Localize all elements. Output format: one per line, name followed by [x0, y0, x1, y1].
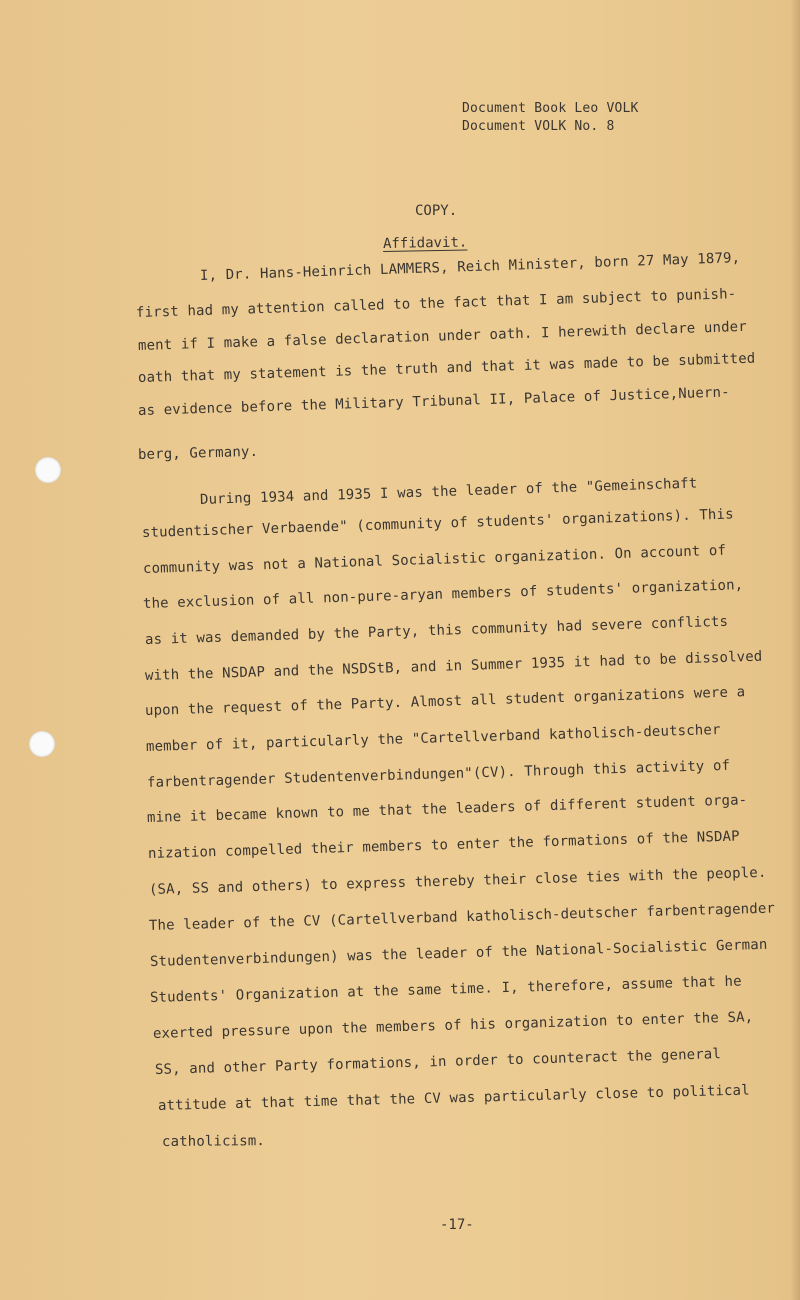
text-line: the exclusion of all non-pure-aryan members of students' organization, — [142, 577, 744, 612]
text-line: attitude at that time that the CV was particularly close to political — [157, 1082, 750, 1114]
text-line: farbentragender Studentenverbindungen"(CV). Through this activity of — [146, 757, 731, 791]
text-line: oath that my statement is the truth and that it was made to be submitted — [137, 350, 756, 386]
punch-hole-bottom — [29, 731, 55, 757]
text-line: SS, and other Party formations, in order to counteract the general — [154, 1046, 722, 1078]
text-line: catholicism. — [161, 1133, 266, 1150]
text-line: (SA, SS and others) to express thereby their close ties with the people. — [148, 864, 767, 898]
page-number: -17- — [440, 1217, 474, 1233]
document-number-label: Document VOLK No. 8 — [462, 119, 615, 134]
text-line: as evidence before the Military Tribunal II, Palace of Justice,Nuern- — [137, 384, 730, 419]
text-line: nization compelled their members to enter the formations of the NSDAP — [147, 828, 740, 862]
text-line: I, Dr. Hans-Heinrich LAMMERS, Reich Minister, born 27 May 1879, — [199, 250, 741, 284]
text-line: berg, Germany. — [137, 443, 259, 463]
text-line: Students' Organization at the same time. I, therefore, assume that he — [149, 973, 742, 1006]
text-line: During 1934 and 1935 I was the leader of the "Gemeinschaft — [199, 475, 698, 508]
page-edge-shadow — [790, 0, 800, 1300]
text-line: exerted pressure upon the members of his organization to enter the SA, — [152, 1009, 754, 1042]
text-line: The leader of the CV (Cartellverband katholisch-deutscher farbentragender — [148, 900, 776, 934]
text-line: with the NSDAP and the NSDStB, and in Summer 1935 it had to be dissolved — [144, 648, 763, 684]
text-line: as it was demanded by the Party, this community had severe conflicts — [144, 613, 729, 648]
text-line: upon the request of the Party. Almost all student organizations were a — [144, 684, 746, 719]
text-line: first had my attention called to the fact that I am subject to punish- — [135, 286, 737, 321]
affidavit-title: Affidavit. — [382, 234, 468, 252]
copy-label: COPY. — [415, 203, 458, 219]
text-line: member of it, particularly the "Cartellverband katholisch-deutscher — [145, 721, 721, 755]
text-line: community was not a National Socialistic organization. On account of — [142, 542, 727, 577]
document-book-label: Document Book Leo VOLK — [462, 101, 639, 116]
text-line: studentischer Verbaende" (community of students' organizations). This — [141, 506, 734, 541]
text-line: ment if I make a false declaration under oath. I herewith declare under — [137, 318, 748, 354]
text-line: mine it became known to me that the leaders of different student orga- — [146, 792, 748, 826]
punch-hole-top — [35, 457, 61, 483]
text-line: Studentenverbindungen) was the leader of the National-Socialistic German — [149, 936, 768, 970]
document-reference — [462, 100, 639, 136]
